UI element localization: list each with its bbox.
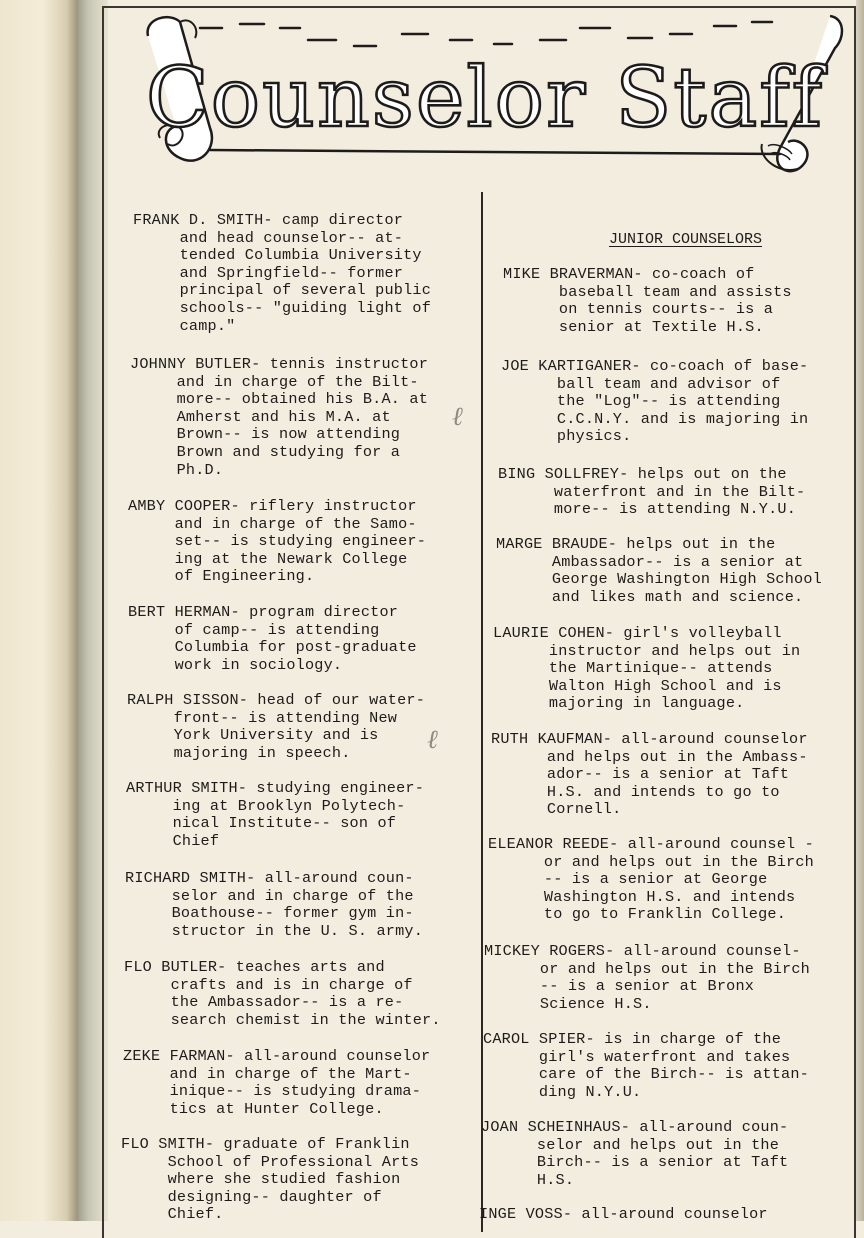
entry-line: School of Professional Arts — [121, 1152, 420, 1171]
entry-line: search chemist in the winter. — [124, 1010, 441, 1029]
entry-line: -- is a senior at George — [488, 870, 768, 889]
entry-line: ing at the Newark College — [128, 549, 408, 568]
entry-line: RALPH SISSON- head of our water- — [127, 691, 426, 709]
entry-line: to go to Franklin College. — [488, 905, 787, 924]
entry-line: more-- obtained his B.A. at — [130, 390, 429, 409]
entry-line: H.S. — [481, 1170, 575, 1189]
page-title: Counselor Staff — [146, 51, 824, 146]
entry-line: senior at Textile H.S. — [503, 317, 764, 336]
entry-line: baseball team and assists — [503, 282, 792, 301]
entry-line: the Ambassador-- is a re- — [124, 993, 404, 1012]
entry-line: principal of several public — [133, 281, 432, 300]
entry-line: MIKE BRAVERMAN- co-coach of — [503, 265, 755, 283]
entry-line: and in charge of the Bilt- — [130, 372, 419, 391]
entry-line: and in charge of the Mart- — [123, 1064, 412, 1083]
entry-line: and likes math and science. — [496, 587, 804, 606]
entry-line: set-- is studying engineer- — [128, 532, 427, 551]
entry-line: work in sociology. — [128, 655, 343, 674]
entry-line: ding N.Y.U. — [483, 1082, 642, 1101]
entry-line: selor and helps out in the — [481, 1135, 780, 1154]
entry-line: tics at Hunter College. — [123, 1099, 384, 1118]
entry-line: and helps out in the Ambass- — [491, 747, 808, 766]
entry-line: JOE KARTIGANER- co-coach of base- — [501, 357, 809, 375]
entry-line: Birch-- is a senior at Taft — [481, 1153, 789, 1172]
scroll-banner-icon — [140, 8, 850, 176]
entry-line: FLO SMITH- graduate of Franklin — [121, 1135, 410, 1153]
staff-entry-bing-sollfrey — [498, 466, 805, 519]
staff-entry-eleanor-reede — [488, 836, 814, 924]
staff-entry-zeke-farman — [123, 1048, 430, 1118]
entry-line: tended Columbia University — [133, 246, 422, 265]
entry-line: George Washington High School — [496, 570, 822, 589]
entry-line: majoring in speech. — [127, 743, 351, 762]
staff-entry-ralph-sisson — [127, 692, 425, 762]
entry-line: on tennis courts-- is a — [503, 300, 774, 319]
staff-entry-joe-kartiganer — [501, 358, 808, 446]
entry-line: Ambassador-- is a senior at — [496, 552, 804, 571]
entry-line: FRANK D. SMITH- camp director — [133, 211, 404, 229]
entry-line: ador-- is a senior at Taft — [491, 765, 790, 784]
staff-entry-amby-cooper — [128, 498, 426, 586]
entry-line: Columbia for post-graduate — [128, 638, 417, 657]
staff-entry-johnny-butler — [130, 356, 428, 479]
entry-line: ing at Brooklyn Polytech- — [126, 796, 406, 815]
page-edge — [856, 0, 864, 1221]
entry-line: nical Institute-- son of — [126, 814, 397, 833]
margin-pencil-mark: ℓ — [452, 402, 463, 431]
entry-line: selor and in charge of the — [125, 886, 414, 905]
entry-line: AMBY COOPER- riflery instructor — [128, 497, 417, 515]
entry-line: of Engineering. — [128, 567, 315, 586]
entry-line: CAROL SPIER- is in charge of the — [483, 1030, 782, 1048]
entry-line: or and helps out in the Birch — [488, 852, 814, 871]
staff-entry-flo-smith — [121, 1136, 419, 1224]
entry-line: girl's waterfront and takes — [483, 1047, 791, 1066]
entry-line: structor in the U. S. army. — [125, 921, 424, 940]
entry-line: H.S. and intends to go to — [491, 782, 780, 801]
entry-line: of camp-- is attending — [128, 620, 380, 639]
entry-line: Chief — [126, 831, 220, 850]
staff-entry-joan-scheinhaus — [481, 1119, 788, 1189]
entry-line: care of the Birch-- is attan- — [483, 1065, 809, 1084]
entry-line: majoring in language. — [493, 694, 745, 713]
staff-entry-laurie-cohen — [493, 625, 800, 713]
staff-entry-bert-herman — [128, 604, 417, 674]
staff-entry-marge-braude — [496, 536, 822, 606]
entry-line: or and helps out in the Birch — [484, 959, 810, 978]
binding-edge — [0, 0, 78, 1221]
staff-entry-richard-smith — [125, 870, 423, 940]
entry-line: C.C.N.Y. and is majoring in — [501, 409, 809, 428]
entry-line: ball team and advisor of — [501, 374, 781, 393]
entry-line: Cornell. — [491, 800, 622, 819]
staff-entry-arthur-smith — [126, 780, 424, 850]
entry-line: BING SOLLFREY- helps out on the — [498, 465, 787, 483]
entry-line: Brown-- is now attending — [130, 425, 401, 444]
entry-line: instructor and helps out in — [493, 641, 801, 660]
entry-line: and head counselor-- at- — [133, 228, 404, 247]
entry-line: designing-- daughter of — [121, 1187, 382, 1206]
entry-line: York University and is — [127, 726, 379, 745]
entry-line: Science H.S. — [484, 994, 652, 1013]
entry-line: -- is a senior at Bronx — [484, 977, 755, 996]
entry-line: and in charge of the Samo- — [128, 514, 417, 533]
margin-pencil-mark: ℓ — [427, 725, 438, 754]
entry-line: FLO BUTLER- teaches arts and — [124, 958, 385, 976]
entry-line: crafts and is in charge of — [124, 975, 413, 994]
entry-line: more-- is attending N.Y.U. — [498, 500, 797, 519]
entry-line: INGE VOSS- all-around counselor — [479, 1205, 768, 1223]
entry-line: waterfront and in the Bilt- — [498, 482, 806, 501]
entry-line: ARTHUR SMITH- studying engineer- — [126, 779, 425, 797]
entry-line: camp." — [133, 316, 236, 335]
entry-line: Washington H.S. and intends — [488, 887, 796, 906]
entry-line: RICHARD SMITH- all-around coun- — [125, 869, 414, 887]
entry-line: and Springfield-- former — [133, 263, 404, 282]
entry-line: JOHNNY BUTLER- tennis instructor — [130, 355, 429, 373]
junior-counselors-heading: JUNIOR COUNSELORS — [609, 231, 763, 248]
entry-line: LAURIE COHEN- girl's volleyball — [493, 624, 782, 642]
entry-line: Walton High School and is — [493, 676, 782, 695]
staff-entry-carol-spier — [483, 1031, 809, 1101]
entry-line: MICKEY ROGERS- all-around counsel- — [484, 942, 801, 960]
entry-line: the "Log"-- is attending — [501, 392, 781, 411]
entry-line: Boathouse-- former gym in- — [125, 904, 414, 923]
staff-entry-ruth-kaufman — [491, 731, 808, 819]
title-banner — [140, 8, 850, 176]
entry-line: BERT HERMAN- program director — [128, 603, 399, 621]
entry-line: ELEANOR REEDE- all-around counsel - — [488, 835, 814, 853]
staff-entry-mickey-rogers — [484, 943, 810, 1013]
staff-entry-flo-butler — [124, 959, 441, 1029]
staff-entry-mike-braverman — [503, 266, 792, 336]
entry-line: inique-- is studying drama- — [123, 1082, 422, 1101]
entry-line: the Martinique-- attends — [493, 659, 773, 678]
entry-line: RUTH KAUFMAN- all-around counselor — [491, 730, 808, 748]
entry-line: ZEKE FARMAN- all-around counselor — [123, 1047, 431, 1065]
entry-line: Chief. — [121, 1205, 224, 1224]
entry-line: front-- is attending New — [127, 708, 398, 727]
entry-line: Amherst and his M.A. at — [130, 407, 391, 426]
staff-entry-frank-smith — [133, 212, 431, 335]
entry-line: schools-- "guiding light of — [133, 298, 432, 317]
entry-line: Ph.D. — [130, 460, 224, 479]
entry-line: physics. — [501, 427, 632, 446]
entry-line: Brown and studying for a — [130, 442, 401, 461]
entry-line: MARGE BRAUDE- helps out in the — [496, 535, 776, 553]
entry-line: where she studied fashion — [121, 1170, 401, 1189]
entry-line: JOAN SCHEINHAUS- all-around coun- — [481, 1118, 789, 1136]
